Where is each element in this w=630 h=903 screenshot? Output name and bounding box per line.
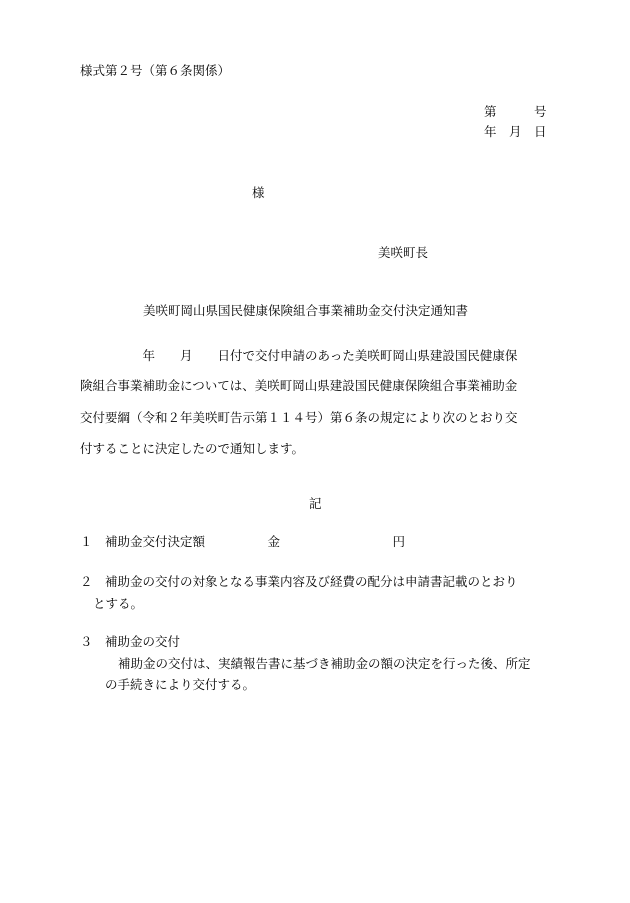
document-number: 第 号 — [484, 104, 547, 119]
form-label: 様式第２号（第６条関係） — [80, 63, 231, 78]
item-3-line-1: 補助金の交付は、実績報告書に基づき補助金の額の決定を行った後、所定 — [118, 656, 531, 671]
item-3-heading: ３ 補助金の交付 — [80, 634, 181, 649]
item-2-line-2: とする。 — [93, 596, 144, 611]
item-3-line-2: の手続きにより交付する。 — [105, 677, 256, 692]
body-line-4: 付することに決定したので通知します。 — [80, 441, 305, 456]
item-1-grant-amount: １ 補助金交付決定額 金 円 — [80, 534, 406, 549]
document-date: 年 月 日 — [484, 124, 547, 139]
ki-heading: 記 — [309, 496, 322, 511]
body-line-1: 年 月 日付で交付申請のあった美咲町岡山県建設国民健康保 — [80, 348, 518, 363]
item-2-line-1: ２ 補助金の交付の対象となる事業内容及び経費の配分は申請書記載のとおり — [80, 574, 518, 589]
body-line-2: 険組合事業補助金については、美咲町岡山県建設国民健康保険組合事業補助金 — [80, 378, 518, 393]
body-line-3: 交付要綱（令和２年美咲町告示第１１４号）第６条の規定により次のとおり交 — [80, 410, 518, 425]
issuer-name: 美咲町長 — [378, 245, 429, 260]
document-title: 美咲町岡山県国民健康保険組合事業補助金交付決定通知書 — [143, 303, 469, 318]
recipient-honorific: 様 — [252, 185, 265, 200]
